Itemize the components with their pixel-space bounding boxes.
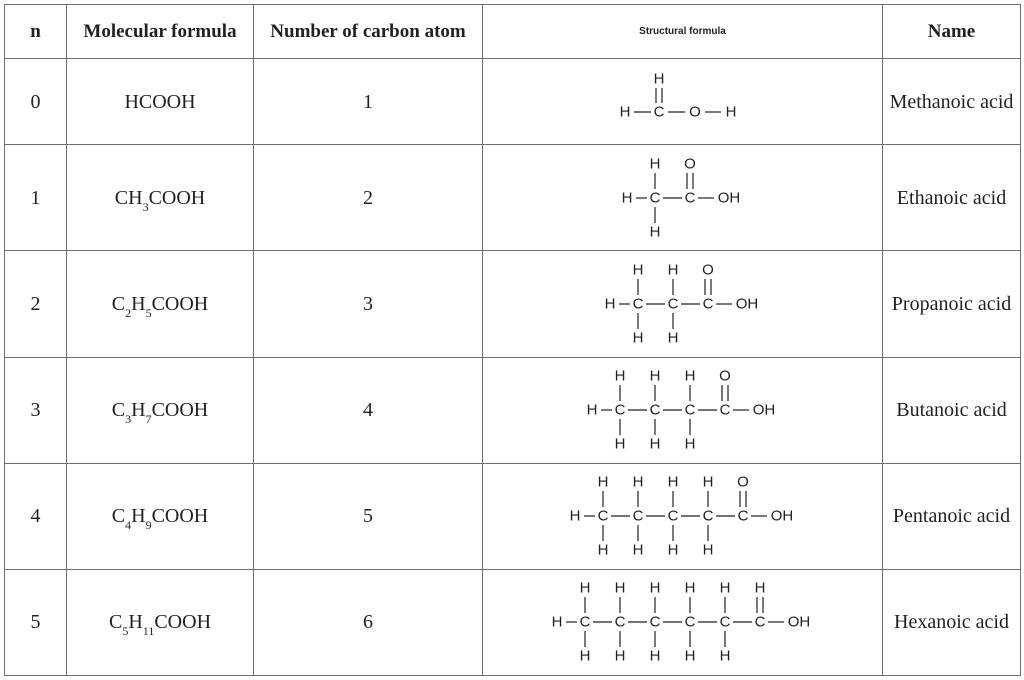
hydrogen-atom: H — [649, 367, 661, 385]
cell-structural-formula — [483, 59, 883, 145]
formula-text: COOH — [151, 505, 209, 528]
hydrogen-atom: H — [649, 579, 661, 597]
table-row — [5, 145, 1021, 251]
hydrogen-atom: H — [597, 473, 608, 491]
formula-text: C — [111, 399, 126, 422]
carbon-atom: C — [667, 507, 678, 525]
methanoic-acid-structure — [613, 67, 753, 137]
hydrogen-atom: H — [632, 541, 643, 559]
table-body — [5, 5, 1021, 676]
hydrogen-atom: H — [632, 261, 643, 279]
hydrogen-atom: H — [614, 647, 626, 665]
carbon-atom: C — [632, 507, 643, 525]
formula-text: COOH — [154, 611, 212, 634]
cell-n: 2 — [5, 251, 67, 357]
carbon-atom: C — [579, 613, 591, 631]
header-row — [5, 5, 1021, 59]
formula-subscript: 3 — [125, 412, 132, 427]
hydrogen-atom: H — [684, 435, 696, 453]
carboxylic-acid-structure — [617, 151, 748, 245]
cell-name: Ethanoic acid — [883, 145, 1021, 251]
formula-text: COOH — [151, 399, 209, 422]
hydrogen-atom: H — [586, 401, 598, 419]
formula-text: H — [131, 505, 146, 528]
table-row — [5, 569, 1021, 675]
header-n: n — [5, 5, 67, 59]
formula-text: HCOOH — [124, 90, 196, 113]
formula-subscript: 3 — [142, 199, 149, 214]
cell-structural-formula — [483, 463, 883, 569]
cell-n: 1 — [5, 145, 67, 251]
cell-n: 3 — [5, 357, 67, 463]
formula-text: H — [131, 399, 146, 422]
hydrogen-atom: H — [667, 329, 678, 347]
carboxylic-acid-structure — [582, 363, 783, 457]
formula-subscript: 2 — [125, 305, 132, 320]
hydrogen-atom: H — [719, 579, 731, 597]
formula-subscript: 11 — [142, 624, 155, 639]
carboxylic-acid-structure — [565, 469, 801, 563]
hydrogen-atom: H — [649, 223, 661, 241]
carbon-atom: C — [719, 613, 731, 631]
header-molecular-formula: Molecular formula — [67, 5, 254, 59]
formula-subscript: 4 — [125, 518, 132, 533]
hydrogen-atom: H — [649, 435, 661, 453]
formula-subscript: 5 — [122, 624, 129, 639]
header-structural-formula: Structural formula — [483, 5, 883, 59]
cell-name: Butanoic acid — [883, 357, 1021, 463]
carbon-atom: C — [649, 613, 661, 631]
cell-name: Propanoic acid — [883, 251, 1021, 357]
table-row — [5, 357, 1021, 463]
hydrogen-atom: H — [649, 155, 661, 173]
cell-molecular-formula — [67, 569, 254, 675]
carboxylic-acids-table — [4, 4, 1021, 676]
hydrogen-atom: H — [614, 579, 626, 597]
carbon-atom: C — [684, 613, 696, 631]
carbon-atom: C — [702, 507, 713, 525]
hydrogen-atom: H — [579, 579, 591, 597]
cell-n: 5 — [5, 569, 67, 675]
carbonyl-top-atom: O — [684, 155, 696, 173]
hydrogen-atom: H — [614, 435, 626, 453]
carboxylic-acid-structure — [547, 575, 818, 669]
cell-molecular-formula — [67, 59, 254, 145]
formula-subscript: 5 — [145, 305, 152, 320]
hydroxyl-group: OH — [752, 401, 776, 419]
hydrogen-atom: H — [684, 579, 696, 597]
header-name: Name — [883, 5, 1021, 59]
hydrogen-atom: H — [702, 473, 713, 491]
carbon-atom: C — [667, 295, 678, 313]
carbonyl-carbon-atom: C — [754, 613, 766, 631]
hydrogen-atom: H — [649, 647, 661, 665]
carbon-atom: C — [649, 401, 661, 419]
hydrogen-atom: H — [632, 329, 643, 347]
carbonyl-top-atom: O — [701, 261, 714, 279]
hydrogen-atom: H — [551, 613, 563, 631]
cell-name: Hexanoic acid — [883, 569, 1021, 675]
carbon-atom: C — [649, 189, 661, 207]
hydrogen-atom: H — [719, 647, 731, 665]
formula-text: COOH — [151, 292, 209, 315]
carbonyl-carbon-atom: C — [737, 507, 748, 525]
formula-text: CH — [114, 186, 143, 209]
cell-molecular-formula — [67, 357, 254, 463]
hydrogen-atom: H — [621, 189, 633, 207]
cell-structural-formula — [483, 357, 883, 463]
hydrogen-atom: H — [667, 473, 678, 491]
hydroxyl-group: OH — [770, 507, 793, 525]
hydrogen-atom: H — [684, 647, 696, 665]
carboxylic-acid-structure — [600, 257, 766, 351]
hydroxyl-group: OH — [787, 613, 811, 631]
carbonyl-top-atom: O — [736, 473, 749, 491]
cell-molecular-formula — [67, 251, 254, 357]
cell-carbon-count: 5 — [254, 463, 483, 569]
table-row — [5, 463, 1021, 569]
cell-molecular-formula — [67, 463, 254, 569]
cell-n: 0 — [5, 59, 67, 145]
formula-text: C — [111, 505, 126, 528]
cell-carbon-count: 6 — [254, 569, 483, 675]
carbon-atom: C — [684, 401, 696, 419]
carbonyl-top-atom: O — [719, 367, 731, 385]
hydrogen-atom: H — [604, 295, 615, 313]
hydrogen-atom: H — [667, 541, 678, 559]
cell-name: Pentanoic acid — [883, 463, 1021, 569]
cell-structural-formula — [483, 251, 883, 357]
cell-carbon-count: 1 — [254, 59, 483, 145]
hydrogen-atom: H — [684, 367, 696, 385]
hydroxyl-group: OH — [717, 189, 741, 207]
carbon-atom: C — [614, 401, 626, 419]
hydrogen-atom: H — [569, 507, 580, 525]
table-row — [5, 251, 1021, 357]
cell-structural-formula — [483, 569, 883, 675]
oxygen-atom: O — [688, 103, 701, 121]
hydrogen-atom: H — [619, 103, 630, 121]
formula-subscript: 9 — [145, 518, 152, 533]
hydrogen-atom: H — [667, 261, 678, 279]
cell-n: 4 — [5, 463, 67, 569]
carbon-atom: C — [597, 507, 608, 525]
cell-carbon-count: 4 — [254, 357, 483, 463]
hydrogen-atom: H — [579, 647, 591, 665]
hydrogen-atom: H — [725, 103, 736, 121]
formula-text: C — [111, 292, 126, 315]
cell-molecular-formula — [67, 145, 254, 251]
hydrogen-atom: H — [614, 367, 626, 385]
cell-name: Methanoic acid — [883, 59, 1021, 145]
hydrogen-atom: H — [632, 473, 643, 491]
hydrogen-atom: H — [597, 541, 608, 559]
carbon-atom: C — [653, 103, 664, 121]
cell-carbon-count: 3 — [254, 251, 483, 357]
header-carbon-count: Number of carbon atom — [254, 5, 483, 59]
cell-structural-formula — [483, 145, 883, 251]
carbonyl-top-atom: H — [754, 579, 766, 597]
carbon-atom: C — [632, 295, 643, 313]
formula-text: C — [108, 611, 123, 634]
formula-text: COOH — [148, 186, 206, 209]
formula-subscript: 7 — [145, 412, 152, 427]
hydroxyl-group: OH — [735, 295, 758, 313]
carbonyl-carbon-atom: C — [702, 295, 713, 313]
formula-text: H — [128, 611, 143, 634]
hydrogen-atom: H — [702, 541, 713, 559]
carbonyl-carbon-atom: C — [684, 189, 696, 207]
table-row — [5, 59, 1021, 145]
formula-text: H — [131, 292, 146, 315]
carbonyl-carbon-atom: C — [719, 401, 731, 419]
carbon-atom: C — [614, 613, 626, 631]
cell-carbon-count: 2 — [254, 145, 483, 251]
hydrogen-atom: H — [653, 70, 664, 88]
